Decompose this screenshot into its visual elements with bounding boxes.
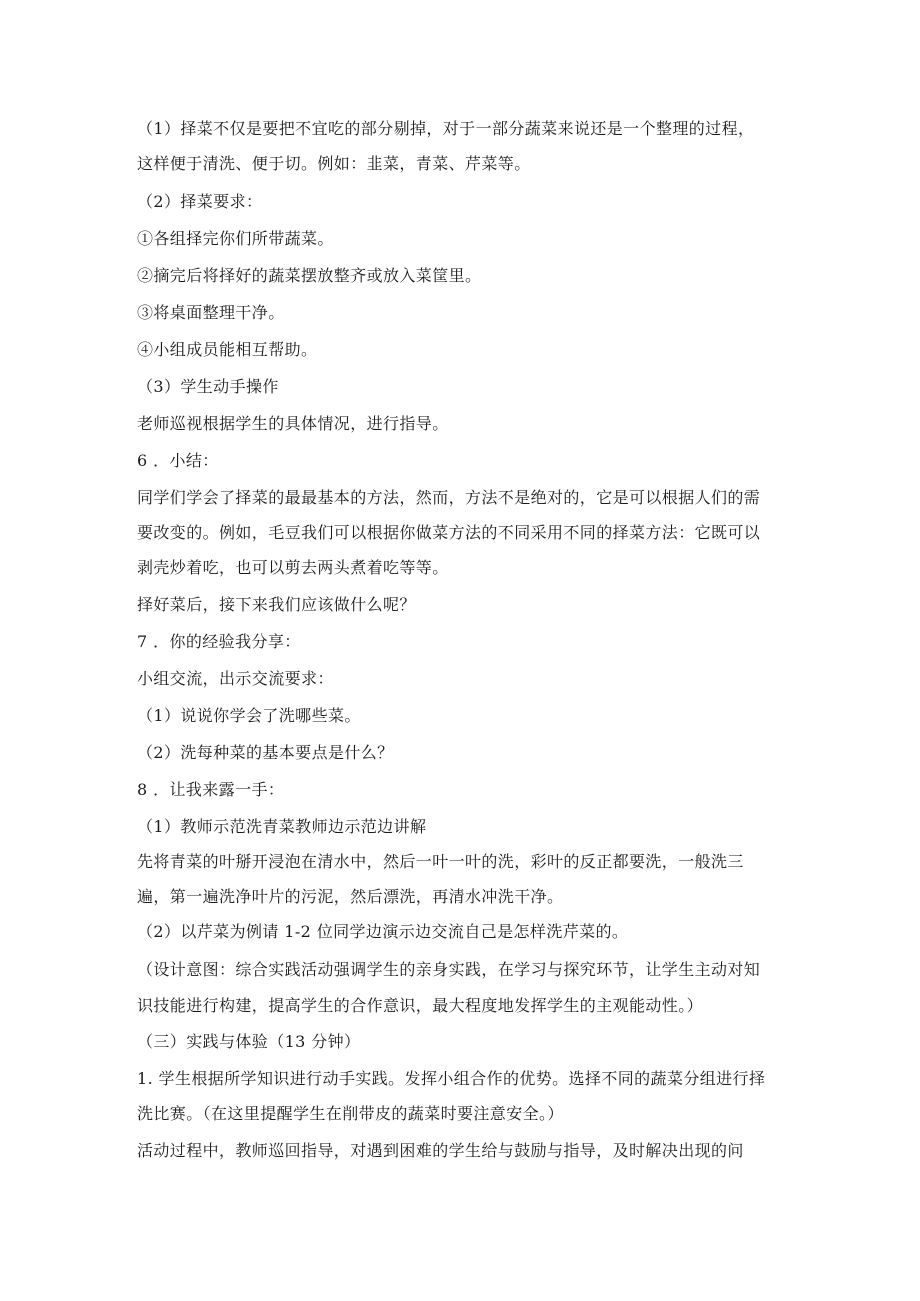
text-line: ③将桌面整理干净。: [137, 303, 285, 322]
text-line: （3）学生动手操作: [137, 377, 279, 396]
text-line: ①各组择完你们所带蔬菜。: [137, 229, 334, 248]
text-line: ④小组成员能相互帮助。: [137, 340, 318, 359]
text-line: ②摘完后将择好的蔬菜摆放整齐或放入菜筐里。: [137, 266, 482, 285]
text-line: （1）择菜不仅是要把不宜吃的部分剔掉，对于一部分蔬菜来说还是一个整理的过程，: [137, 119, 755, 138]
section-heading: 6 ．小结：: [137, 451, 219, 470]
section-heading: 8 ．让我来露一手：: [137, 780, 285, 799]
text-line: 同学们学会了择菜的最最基本的方法，然而，方法不是绝对的，它是可以根据人们的需: [137, 488, 761, 507]
text-line: （2）择菜要求：: [137, 192, 263, 211]
text-line: 剥壳炒着吃，也可以剪去两头煮着吃等等。: [137, 558, 449, 577]
text-line: 先将青菜的叶掰开浸泡在清水中，然后一叶一叶的洗，彩叶的反正都要洗，一般洗三: [137, 852, 744, 871]
text-line: 择好菜后，接下来我们应该做什么呢？: [137, 595, 416, 614]
text-line: 活动过程中，教师巡回指导，对遇到困难的学生给与鼓励与指导，及时解决出现的问: [137, 1141, 744, 1160]
text-line: 要改变的。例如，毛豆我们可以根据你做菜方法的不同采用不同的择菜方法：它既可以: [137, 523, 761, 542]
text-line: 这样便于清洗、便于切。例如：韭菜，青菜、芹菜等。: [137, 154, 531, 173]
text-line: 遍，第一遍洗净叶片的污泥，然后漂洗，再清水冲洗干净。: [137, 887, 564, 906]
text-line: （1）教师示范洗青菜教师边示范边讲解: [137, 817, 427, 836]
section-heading: 7 ．你的经验我分享：: [137, 632, 301, 651]
text-line: 1. 学生根据所学知识进行动手实践。发挥小组合作的优势。选择不同的蔬菜分组进行择: [137, 1069, 766, 1088]
text-line: （1）说说你学会了洗哪些菜。: [137, 706, 361, 725]
text-line: （2）以芹菜为例请 1-2 位同学边演示边交流自己是怎样洗芹菜的。: [137, 922, 629, 941]
text-line: 老师巡视根据学生的具体情况，进行指导。: [137, 414, 449, 433]
text-line: （2）洗每种菜的基本要点是什么？: [137, 743, 394, 762]
section-heading: （三）实践与体验（13 分钟）: [137, 1032, 361, 1051]
text-line: 洗比赛。（在这里提醒学生在削带皮的蔬菜时要注意安全。）: [137, 1104, 564, 1123]
text-line: 小组交流，出示交流要求：: [137, 669, 334, 688]
text-line: （设计意图：综合实践活动强调学生的亲身实践，在学习与探究环节，让学生主动对知: [137, 960, 761, 979]
text-line: 识技能进行构建，提高学生的合作意识，最大程度地发挥学生的主观能动性。）: [137, 996, 704, 1015]
